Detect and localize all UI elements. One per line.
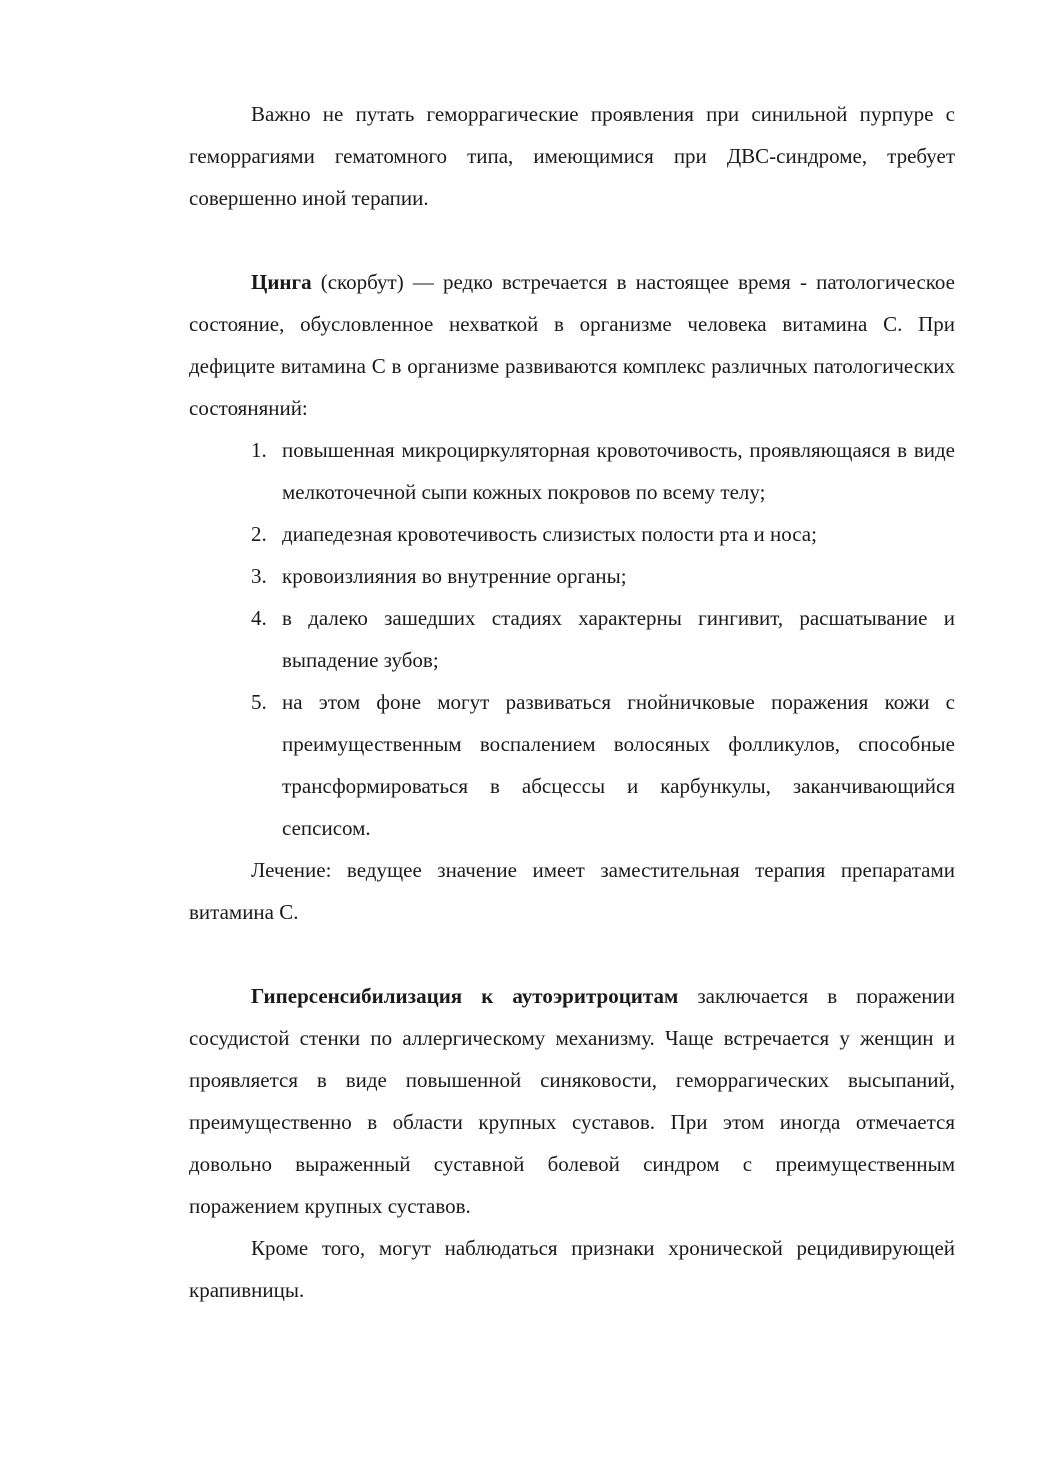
term-scurvy: Цинга <box>251 270 312 294</box>
paragraph-scurvy <box>189 261 955 429</box>
list-item <box>189 429 955 513</box>
list-item-number: 5. <box>251 690 267 714</box>
list-item-text: на этом фоне могут развиваться гнойничковые поражения кожи с преимущественным воспалением волосяных фолликулов, способные трансформироваться в абсцессы и карбункулы, заканчивающийся сепсисом. <box>282 690 955 840</box>
list-item <box>189 597 955 681</box>
list-item-number: 3. <box>251 564 267 588</box>
list-item-number: 2. <box>251 522 267 546</box>
symptom-list <box>189 429 955 849</box>
paragraph-gap <box>189 219 955 261</box>
list-item-number: 4. <box>251 606 267 630</box>
list-item-text: диапедезная кровотечивость слизистых полости рта и носа; <box>282 522 817 546</box>
paragraph-scurvy-text: (скорбут) — редко встречается в настоящее время - патологическое состояние, обусловленное нехваткой в организме человека витамина С. При дефиците витамина С в организме развиваются комплекс различных патологических состояняний: <box>189 270 955 420</box>
list-item-text: кровоизлияния во внутренние органы; <box>282 564 627 588</box>
paragraph-treatment: Лечение: ведущее значение имеет заместительная терапия препаратами витамина С. <box>189 858 955 924</box>
paragraph-hypersensitization <box>189 975 955 1227</box>
paragraph-hypersensitization-text: заключается в поражении сосудистой стенки по аллергическому механизму. Чаще встречается у женщин и проявляется в виде повышенной синяковости, геморрагических высыпаний, преимущественно в области крупных суставов. При этом иногда отмечается довольно выраженный суставной болевой синдром с преимущественным поражением крупных суставов. <box>189 984 955 1218</box>
paragraph-gap <box>189 933 955 975</box>
list-item <box>189 513 955 555</box>
paragraph-senile-purpura: Важно не путать геморрагические проявления при синильной пурпуре с геморрагиями гематомного типа, имеющимися при ДВС-синдроме, требует совершенно иной терапии. <box>189 102 955 210</box>
list-item-text: повышенная микроциркуляторная кровоточивость, проявляющаяся в виде мелкоточечной сыпи кожных покровов по всему телу; <box>282 438 955 504</box>
list-item <box>189 555 955 597</box>
list-item-text: в далеко зашедших стадиях характерны гингивит, расшатывание и выпадение зубов; <box>282 606 955 672</box>
paragraph-urticaria: Кроме того, могут наблюдаться признаки хронической рецидивирующей крапивницы. <box>189 1236 955 1302</box>
list-item <box>189 681 955 849</box>
list-item-number: 1. <box>251 438 267 462</box>
term-hypersensitization: Гиперсенсибилизация к аутоэритроцитам <box>251 984 679 1008</box>
document-page <box>189 93 955 1311</box>
